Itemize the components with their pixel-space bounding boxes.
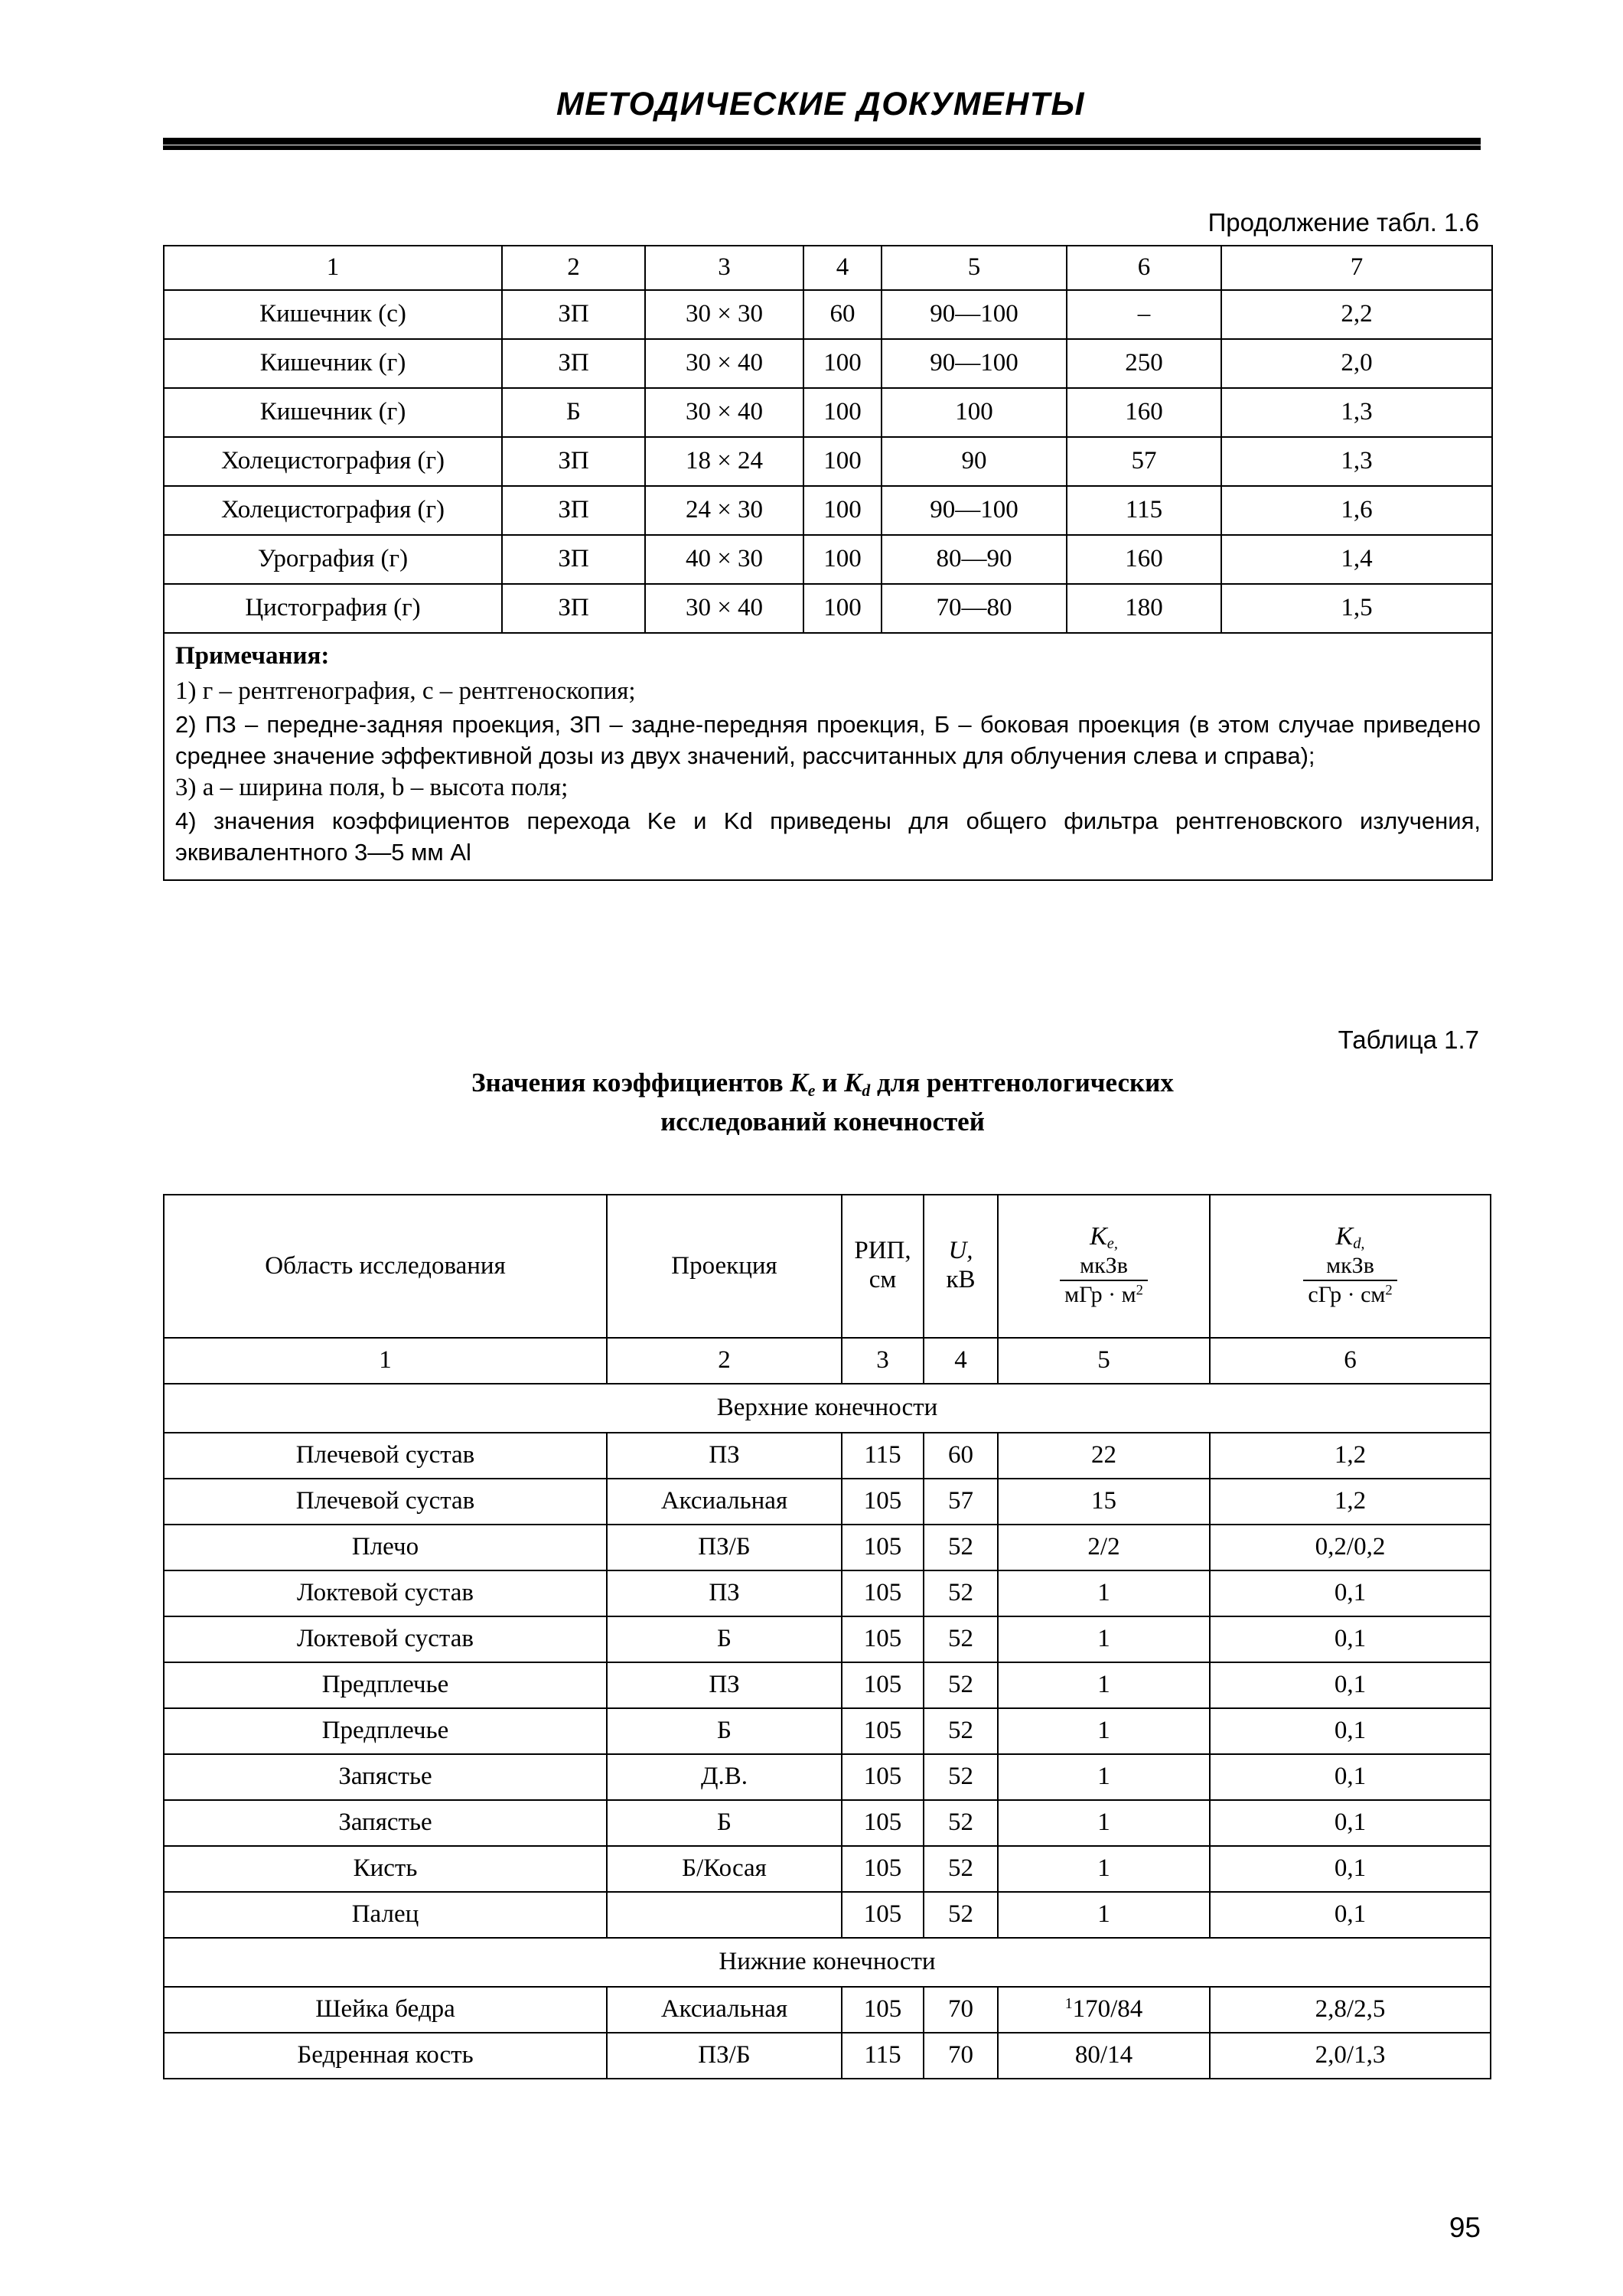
cell-projection: Б — [607, 1708, 842, 1754]
header-ke — [998, 1195, 1210, 1338]
cell-ke: 160 — [1067, 388, 1221, 437]
header-ke-numerator: мкЗв — [1080, 1252, 1128, 1278]
cell-ke: 1 — [998, 1846, 1210, 1892]
cell-area: Кишечник (г) — [164, 388, 502, 437]
title-kd-subscript: d — [862, 1081, 871, 1101]
table-row — [164, 2033, 1491, 2079]
column-number-3: 3 — [645, 246, 803, 290]
header-kd-fraction — [1303, 1253, 1396, 1309]
header-ke-symbol — [1090, 1222, 1118, 1251]
cell-proj: ЗП — [502, 535, 645, 584]
cell-voltage: 52 — [924, 1708, 998, 1754]
note-item-4: 4) значения коэффициентов перехода Ke и Kd приведены для общего фильтра рентгеновского излучения, эквивалентного 3—5 мм Al — [175, 807, 1481, 866]
cell-area: Локтевой сустав — [164, 1616, 607, 1662]
table-1-7 — [163, 1194, 1491, 2079]
header-kd-subscript: d, — [1353, 1235, 1365, 1253]
cell-proj: ЗП — [502, 339, 645, 388]
cell-projection: Б — [607, 1616, 842, 1662]
cell-area: Запястье — [164, 1800, 607, 1846]
title-symbol-kd — [844, 1068, 871, 1101]
cell-area: Кишечник (г) — [164, 339, 502, 388]
cell-area: Предплечье — [164, 1708, 607, 1754]
header-kd-denominator — [1303, 1280, 1396, 1309]
cell-projection: Д.В. — [607, 1754, 842, 1800]
header-kd-stack — [1303, 1222, 1396, 1309]
table-row — [164, 1892, 1491, 1938]
cell-projection: ПЗ — [607, 1662, 842, 1708]
cell-u: 70—80 — [882, 584, 1067, 633]
title-line-2: исследований конечностей — [660, 1106, 985, 1137]
cell-rip: 105 — [842, 1754, 924, 1800]
table-notes-cell — [164, 633, 1492, 880]
cell-ke: – — [1067, 290, 1221, 339]
header-rip-line1: РИП, — [854, 1237, 911, 1265]
column-number-2: 2 — [502, 246, 645, 290]
cell-field: 40 × 30 — [645, 535, 803, 584]
cell-rip: 105 — [842, 1800, 924, 1846]
column-number-1: 1 — [164, 1338, 607, 1384]
header-ke-subscript: e, — [1106, 1235, 1118, 1253]
cell-area: Плечо — [164, 1525, 607, 1570]
cell-kd: 1,3 — [1221, 388, 1492, 437]
cell-area: Палец — [164, 1892, 607, 1938]
column-number-4: 4 — [803, 246, 882, 290]
table-row — [164, 1987, 1491, 2033]
cell-ke: 250 — [1067, 339, 1221, 388]
table-row-column-numbers — [164, 246, 1492, 290]
cell-u: 100 — [882, 388, 1067, 437]
cell-area: Шейка бедра — [164, 1987, 607, 2033]
column-number-5: 5 — [998, 1338, 1210, 1384]
section-header-row-lower — [164, 1938, 1491, 1987]
cell-kd: 1,6 — [1221, 486, 1492, 535]
header-kd-den-text: сГр · см — [1308, 1282, 1386, 1308]
header-kd-letter: K — [1335, 1221, 1354, 1251]
cell-kd: 2,0 — [1221, 339, 1492, 388]
header-kd-den-exponent: 2 — [1385, 1283, 1393, 1300]
header-ke-fraction — [1060, 1253, 1148, 1309]
cell-rip: 115 — [842, 1433, 924, 1479]
header-rip — [842, 1195, 924, 1338]
cell-area: Предплечье — [164, 1662, 607, 1708]
cell-voltage: 52 — [924, 1800, 998, 1846]
note-item-1: 1) г – рентгенография, с – рентгеноскопия; — [175, 677, 636, 705]
cell-voltage: 52 — [924, 1570, 998, 1616]
cell-ke — [998, 1987, 1210, 2033]
cell-kd: 0,1 — [1210, 1616, 1491, 1662]
cell-rip: 105 — [842, 1616, 924, 1662]
title-kd-letter: K — [844, 1068, 862, 1097]
table-row — [164, 535, 1492, 584]
note-item-2: 2) ПЗ – передне-задняя проекция, ЗП – задне-передняя проекция, Б – боковая проекция (в этом случае приведено среднее значение эффективной дозы из двух значений, рассчитанных для облучения слева и справа); — [175, 710, 1481, 769]
cell-area: Цистография (г) — [164, 584, 502, 633]
table-row-column-numbers — [164, 1338, 1491, 1384]
cell-rip: 105 — [842, 1525, 924, 1570]
cell-kd: 0,2/0,2 — [1210, 1525, 1491, 1570]
cell-ke: 80/14 — [998, 2033, 1210, 2079]
cell-rip: 105 — [842, 1662, 924, 1708]
cell-projection: ПЗ — [607, 1570, 842, 1616]
title-part-pre: Значения коэффициентов — [471, 1068, 790, 1097]
table-row — [164, 584, 1492, 633]
cell-rip: 100 — [803, 535, 882, 584]
cell-field: 18 × 24 — [645, 437, 803, 486]
cell-kd: 0,1 — [1210, 1570, 1491, 1616]
cell-rip: 100 — [803, 437, 882, 486]
cell-voltage: 52 — [924, 1892, 998, 1938]
cell-voltage: 52 — [924, 1846, 998, 1892]
table-header-row — [164, 1195, 1491, 1338]
cell-kd: 0,1 — [1210, 1800, 1491, 1846]
page-number: 95 — [1449, 2212, 1481, 2243]
table-1-6-continuation-caption: Продолжение табл. 1.6 — [1207, 208, 1479, 236]
header-voltage-line2: кВ — [946, 1266, 976, 1293]
column-number-5: 5 — [882, 246, 1067, 290]
cell-area: Бедренная кость — [164, 2033, 607, 2079]
cell-rip: 105 — [842, 1846, 924, 1892]
header-ke-stack — [1060, 1222, 1148, 1309]
cell-voltage: 60 — [924, 1433, 998, 1479]
title-part-mid: и — [815, 1068, 845, 1097]
table-row — [164, 1525, 1491, 1570]
cell-rip: 105 — [842, 1479, 924, 1525]
cell-ke: 1 — [998, 1800, 1210, 1846]
cell-area: Плечевой сустав — [164, 1433, 607, 1479]
notes-title: Примечания: — [175, 642, 330, 670]
cell-ke: 1 — [998, 1754, 1210, 1800]
table-row — [164, 388, 1492, 437]
cell-field: 30 × 40 — [645, 339, 803, 388]
note-item-3: 3) a – ширина поля, b – высота поля; — [175, 774, 569, 802]
section-header-row-upper — [164, 1384, 1491, 1433]
cell-u: 90—100 — [882, 339, 1067, 388]
cell-area: Запястье — [164, 1754, 607, 1800]
cell-ke: 1 — [998, 1662, 1210, 1708]
cell-projection: ПЗ — [607, 1433, 842, 1479]
column-number-3: 3 — [842, 1338, 924, 1384]
cell-projection: Б — [607, 1800, 842, 1846]
cell-kd: 0,1 — [1210, 1892, 1491, 1938]
cell-rip: 60 — [803, 290, 882, 339]
column-number-1: 1 — [164, 246, 502, 290]
table-row — [164, 486, 1492, 535]
section-label-upper-limbs: Верхние конечности — [164, 1384, 1491, 1433]
title-part-post: для рентгенологических — [870, 1068, 1174, 1097]
column-number-2: 2 — [607, 1338, 842, 1384]
cell-u: 90 — [882, 437, 1067, 486]
cell-voltage: 70 — [924, 2033, 998, 2079]
cell-rip: 105 — [842, 1708, 924, 1754]
header-rip-line2: см — [869, 1266, 897, 1293]
cell-ke: 22 — [998, 1433, 1210, 1479]
cell-ke: 1 — [998, 1892, 1210, 1938]
cell-ke: 1 — [998, 1616, 1210, 1662]
column-number-6: 6 — [1067, 246, 1221, 290]
header-kd-symbol — [1336, 1222, 1365, 1251]
cell-projection: Аксиальная — [607, 1987, 842, 2033]
cell-kd: 0,1 — [1210, 1754, 1491, 1800]
cell-proj: ЗП — [502, 290, 645, 339]
cell-rip: 100 — [803, 486, 882, 535]
header-voltage-stack — [946, 1237, 975, 1294]
running-head: МЕТОДИЧЕСКИЕ ДОКУМЕНТЫ — [556, 86, 1086, 122]
table-row — [164, 1570, 1491, 1616]
table-row — [164, 1708, 1491, 1754]
cell-rip: 105 — [842, 1987, 924, 2033]
footnote-marker: 1 — [1064, 1995, 1073, 2013]
cell-ke-value: 170/84 — [1072, 1995, 1143, 2024]
cell-rip: 105 — [842, 1892, 924, 1938]
column-number-6: 6 — [1210, 1338, 1491, 1384]
cell-voltage: 52 — [924, 1525, 998, 1570]
table-row — [164, 1616, 1491, 1662]
cell-kd: 1,4 — [1221, 535, 1492, 584]
cell-rip: 100 — [803, 339, 882, 388]
cell-kd: 1,5 — [1221, 584, 1492, 633]
cell-kd: 2,8/2,5 — [1210, 1987, 1491, 2033]
cell-field: 30 × 40 — [645, 388, 803, 437]
cell-ke: 160 — [1067, 535, 1221, 584]
title-ke-subscript: e — [807, 1081, 816, 1101]
cell-ke: 2/2 — [998, 1525, 1210, 1570]
cell-rip: 100 — [803, 584, 882, 633]
cell-voltage: 70 — [924, 1987, 998, 2033]
cell-ke: 1 — [998, 1570, 1210, 1616]
cell-voltage: 52 — [924, 1754, 998, 1800]
cell-voltage: 52 — [924, 1662, 998, 1708]
cell-ke: 180 — [1067, 584, 1221, 633]
cell-area: Кисть — [164, 1846, 607, 1892]
header-area: Область исследования — [164, 1195, 607, 1338]
cell-projection — [607, 1892, 842, 1938]
cell-area: Локтевой сустав — [164, 1570, 607, 1616]
cell-proj: ЗП — [502, 486, 645, 535]
cell-field: 30 × 40 — [645, 584, 803, 633]
cell-kd: 1,3 — [1221, 437, 1492, 486]
table-row — [164, 1662, 1491, 1708]
cell-field: 24 × 30 — [645, 486, 803, 535]
cell-area: Урография (г) — [164, 535, 502, 584]
cell-ke: 1 — [998, 1708, 1210, 1754]
title-symbol-ke — [790, 1068, 816, 1101]
table-row — [164, 1754, 1491, 1800]
table-row — [164, 1800, 1491, 1846]
cell-projection: ПЗ/Б — [607, 1525, 842, 1570]
cell-proj: ЗП — [502, 437, 645, 486]
title-ke-letter: K — [790, 1068, 808, 1097]
cell-u: 80—90 — [882, 535, 1067, 584]
header-projection: Проекция — [607, 1195, 842, 1338]
cell-ke: 115 — [1067, 486, 1221, 535]
cell-voltage: 57 — [924, 1479, 998, 1525]
cell-projection: ПЗ/Б — [607, 2033, 842, 2079]
header-kd — [1210, 1195, 1491, 1338]
cell-rip: 100 — [803, 388, 882, 437]
cell-rip: 105 — [842, 1570, 924, 1616]
cell-kd: 2,2 — [1221, 290, 1492, 339]
header-divider-rule — [163, 138, 1481, 150]
table-1-6-continuation — [163, 245, 1493, 881]
column-number-4: 4 — [924, 1338, 998, 1384]
cell-field: 30 × 30 — [645, 290, 803, 339]
cell-ke: 15 — [998, 1479, 1210, 1525]
table-row — [164, 290, 1492, 339]
cell-area: Плечевой сустав — [164, 1479, 607, 1525]
cell-proj: ЗП — [502, 584, 645, 633]
cell-kd: 1,2 — [1210, 1479, 1491, 1525]
header-ke-den-text: мГр · м — [1064, 1282, 1136, 1308]
table-row — [164, 437, 1492, 486]
cell-kd: 1,2 — [1210, 1433, 1491, 1479]
cell-area: Кишечник (с) — [164, 290, 502, 339]
header-voltage — [924, 1195, 998, 1338]
table-row — [164, 1479, 1491, 1525]
cell-rip: 115 — [842, 2033, 924, 2079]
cell-projection: Аксиальная — [607, 1479, 842, 1525]
header-voltage-line1: U, — [948, 1237, 973, 1265]
cell-kd: 2,0/1,3 — [1210, 2033, 1491, 2079]
header-kd-numerator: мкЗв — [1326, 1252, 1374, 1278]
cell-u: 90—100 — [882, 290, 1067, 339]
cell-kd: 0,1 — [1210, 1708, 1491, 1754]
cell-area: Холецистография (г) — [164, 437, 502, 486]
cell-kd: 0,1 — [1210, 1662, 1491, 1708]
table-row — [164, 339, 1492, 388]
table-1-7-caption: Таблица 1.7 — [1338, 1026, 1479, 1054]
cell-ke: 57 — [1067, 437, 1221, 486]
header-ke-letter: K — [1090, 1221, 1107, 1251]
table-row — [164, 1433, 1491, 1479]
header-rip-stack — [854, 1237, 911, 1294]
header-ke-den-exponent: 2 — [1136, 1283, 1143, 1300]
cell-area: Холецистография (г) — [164, 486, 502, 535]
table-notes-row — [164, 633, 1492, 880]
header-ke-denominator — [1060, 1280, 1148, 1309]
cell-kd: 0,1 — [1210, 1846, 1491, 1892]
cell-u: 90—100 — [882, 486, 1067, 535]
table-row — [164, 1846, 1491, 1892]
cell-projection: Б/Косая — [607, 1846, 842, 1892]
table-1-7-title — [230, 1064, 1416, 1141]
column-number-7: 7 — [1221, 246, 1492, 290]
section-label-lower-limbs: Нижние конечности — [164, 1938, 1491, 1987]
cell-voltage: 52 — [924, 1616, 998, 1662]
cell-proj: Б — [502, 388, 645, 437]
